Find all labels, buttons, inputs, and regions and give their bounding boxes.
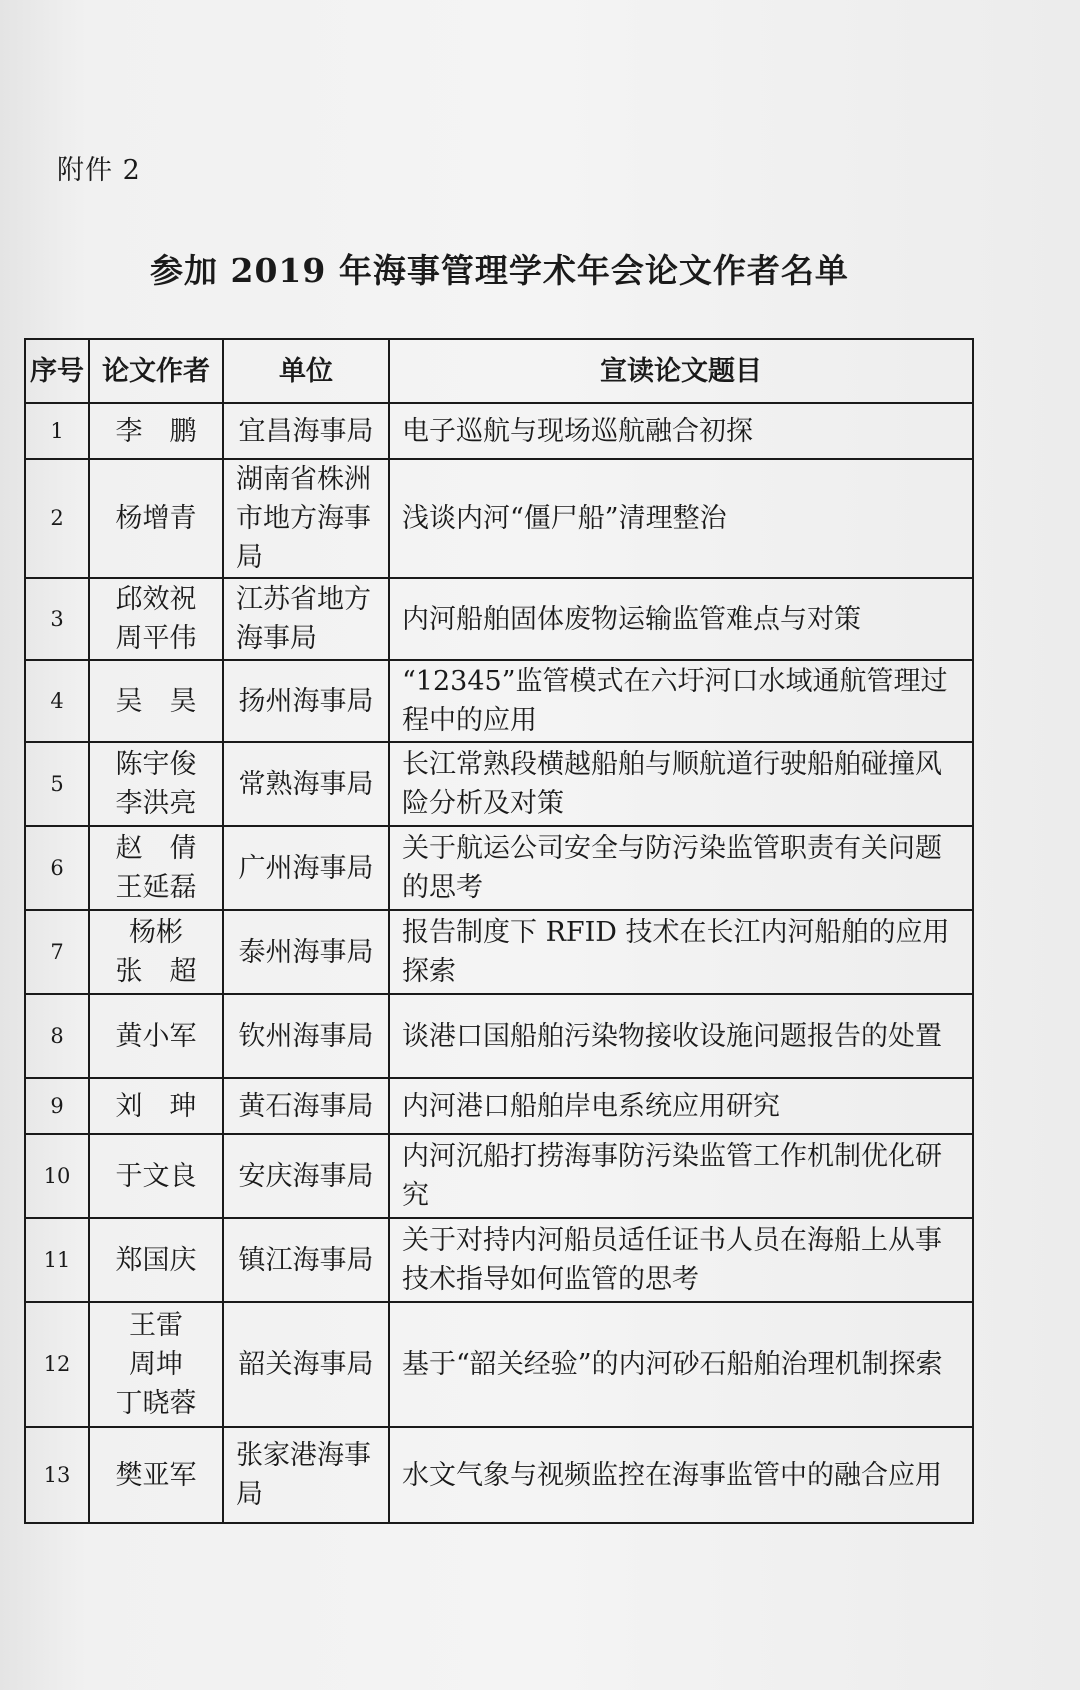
row-authors [89,459,223,578]
row-topic: 电子巡航与现场巡航融合初探 [389,403,973,459]
row-unit: 湖南省株洲市地方海事局 [223,459,389,578]
row-num: 6 [25,826,89,910]
table-row [25,994,973,1078]
table-row [25,742,973,826]
header-topic: 宣读论文题目 [389,339,973,403]
row-num: 9 [25,1078,89,1134]
row-num: 2 [25,459,89,578]
row-num: 4 [25,660,89,742]
document-title: 参加 2019 年海事管理学术年会论文作者名单 [150,251,849,290]
row-authors [89,660,223,742]
author-name: 王延磊 [115,872,197,903]
row-authors [89,1078,223,1134]
row-topic: 长江常熟段横越船舶与顺航道行驶船舶碰撞风险分析及对策 [389,742,973,826]
row-unit: 韶关海事局 [223,1302,389,1427]
author-name: 刘 珅 [115,1090,197,1122]
row-topic: 内河沉船打捞海事防污染监管工作机制优化研究 [389,1134,973,1218]
row-topic: 浅谈内河“僵尸船”清理整治 [389,459,973,578]
row-unit: 常熟海事局 [223,742,389,826]
row-unit: 广州海事局 [223,826,389,910]
row-num: 10 [25,1134,89,1218]
author-name: 李 鹏 [115,415,197,447]
author-name: 赵 倩 [115,833,197,864]
row-unit: 镇江海事局 [223,1218,389,1302]
row-num: 11 [25,1218,89,1302]
row-authors [89,826,223,910]
author-name: 陈宇俊 [115,749,197,780]
author-name: 邱效祝 [115,584,197,615]
row-unit: 张家港海事局 [223,1427,389,1523]
row-authors [89,1218,223,1302]
row-unit: 扬州海事局 [223,660,389,742]
header-authors: 论文作者 [89,339,223,403]
table-row [25,1218,973,1302]
row-num: 7 [25,910,89,994]
row-topic: 谈港口国船舶污染物接收设施问题报告的处置 [389,994,973,1078]
row-unit: 江苏省地方海事局 [223,578,389,660]
row-authors [89,403,223,459]
author-name: 李洪亮 [115,788,197,819]
row-topic: 内河港口船舶岸电系统应用研究 [389,1078,973,1134]
author-name: 吴 昊 [115,685,197,717]
row-num: 1 [25,403,89,459]
row-unit: 宜昌海事局 [223,403,389,459]
row-num: 12 [25,1302,89,1427]
row-unit: 安庆海事局 [223,1134,389,1218]
author-name: 杨彬 [129,917,183,948]
authors-table [24,338,974,1524]
row-topic: 内河船舶固体废物运输监管难点与对策 [389,578,973,660]
table-row [25,1134,973,1218]
table-row [25,1302,973,1427]
row-num: 5 [25,742,89,826]
row-unit: 钦州海事局 [223,994,389,1078]
row-num: 3 [25,578,89,660]
row-unit: 泰州海事局 [223,910,389,994]
table-row [25,1427,973,1523]
table-row [25,660,973,742]
table-row [25,459,973,578]
author-name: 黄小军 [115,1020,197,1052]
row-unit: 黄石海事局 [223,1078,389,1134]
row-authors [89,1427,223,1523]
table-row [25,578,973,660]
table-row [25,826,973,910]
author-name: 杨增青 [115,503,197,534]
header-unit: 单位 [223,339,389,403]
table-row [25,910,973,994]
author-name: 王雷 [129,1310,183,1341]
row-topic: 关于对持内河船员适任证书人员在海船上从事技术指导如何监管的思考 [389,1218,973,1302]
header-num: 序号 [25,339,89,403]
author-name: 周坤 [129,1349,183,1380]
row-topic: 水文气象与视频监控在海事监管中的融合应用 [389,1427,973,1523]
author-name: 丁晓蓉 [115,1388,197,1419]
row-topic: 报告制度下 RFID 技术在长江内河船舶的应用探索 [389,910,973,994]
row-authors [89,910,223,994]
author-name: 郑国庆 [115,1244,197,1276]
author-name: 张 超 [115,956,197,987]
row-num: 8 [25,994,89,1078]
row-topic: 基于“韶关经验”的内河砂石船舶治理机制探索 [389,1302,973,1427]
table-row [25,403,973,459]
table-header-row [25,339,973,403]
author-name: 樊亚军 [115,1459,197,1491]
row-topic: “12345”监管模式在六圩河口水域通航管理过程中的应用 [389,660,973,742]
row-topic: 关于航运公司安全与防污染监管职责有关问题的思考 [389,826,973,910]
row-authors [89,578,223,660]
attachment-label: 附件 2 [57,155,141,186]
row-num: 13 [25,1427,89,1523]
row-authors [89,742,223,826]
table-row [25,1078,973,1134]
row-authors [89,994,223,1078]
row-authors [89,1302,223,1427]
author-name: 周平伟 [115,623,197,654]
row-authors [89,1134,223,1218]
author-name: 于文良 [115,1160,197,1192]
